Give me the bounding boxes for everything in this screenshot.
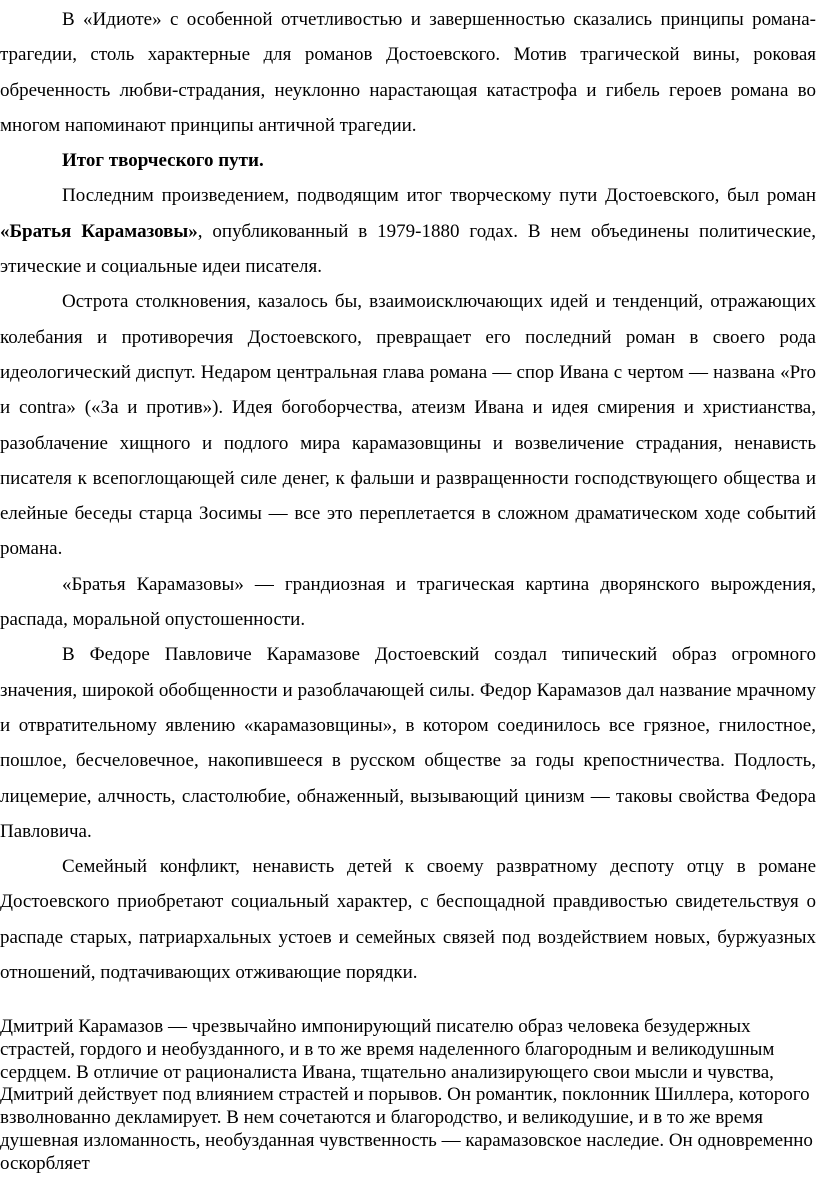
paragraph-idiot: В «Идиоте» с особенной отчетливостью и завершенностью сказались принципы романа-трагедии, столь характерные для романов Достоевского. Мотив трагической вины, роковая обреченность любви-страдания, неуклонно нарастающая катастрофа и гибель героев романа во многом напоминают принципы античной трагедии. xyxy=(0,9,816,136)
book-title: «Братья Карамазовы» xyxy=(0,220,198,242)
paragraph-tragic-picture: «Братья Карамазовы» — грандиозная и трагическая картина дворянского вырождения, распада, моральной опустошенности. xyxy=(0,573,816,631)
section-heading: Итог творческого пути. xyxy=(62,150,264,172)
paragraph-text: Последним произведением, подводящим итог творческому пути Достоевского, был роман xyxy=(62,185,816,207)
paragraph-family-conflict: Семейный конфликт, ненависть детей к своему развратному деспоту отцу в романе Достоевского приобретают социальный характер, с беспощадной правдивостью свидетельствуя о распаде старых, патриархальных устоев и семейных связей под воздействием новых, буржуазных отношений, подтачивающих отживающие порядки. xyxy=(0,856,816,984)
paragraph-karamazov-intro xyxy=(0,178,816,284)
paragraph-ideological-dispute: Острота столкновения, казалось бы, взаимоисключающих идей и тенденций, отражающих колебания и противоречия Достоевского, превращает его последний роман в своего рода идеологический диспут. Недаром центральная глава романа — спор Ивана с чертом — названа «Pro и contra» («За и против»). Идея богоборчества, атеизм Ивана и идея смирения и христианства, разоблачение хищного и подлого мира карамазовщины и возвеличение страдания, ненависть писателя к всепоглощающей силе денег, к фальши и развращенности господствующего общества и елейные беседы старца Зосимы — все это переплетается в сложном драматическом ходе событий романа. xyxy=(0,291,816,560)
paragraph-text: , опубликованный в 1979-1880 годах. В нем объединены политические, этические и социальные идеи писателя. xyxy=(0,220,816,278)
paragraph-fyodor-pavlovich: В Федоре Павловиче Карамазове Достоевский создал типический образ огромного значения, широкой обобщенности и разоблачающей силы. Федор Карамазов дал название мрачному и отвратительному явлению «карамазовщины», в котором соединилось все грязное, гнилостное, пошлое, бесчеловечное, накопившееся в русском обществе за годы крепостничества. Подлость, лицемерие, алчность, сластолюбие, обнаженный, вызывающий цинизм — таковы свойства Федора Павловича. xyxy=(0,644,816,842)
paragraph-dmitry: Дмитрий Карамазов — чрезвычайно импонирующий писателю образ человека безудержных страстей, гордого и необузданного, и в то же время наделенного благородным и великодушным сердцем. В отличие от рационалиста Ивана, тщательно анализирующего свои мысли и чувства, Дмитрий действует под влиянием страстей и порывов. Он романтик, поклонник Шиллера, которого взволнованно декламирует. В нем сочетаются и благородство, и великодушие, и в то же время душевная изломанность, необузданная чувственность — карамазовское наследие. Он одновременно оскорбляет xyxy=(0,1016,813,1174)
